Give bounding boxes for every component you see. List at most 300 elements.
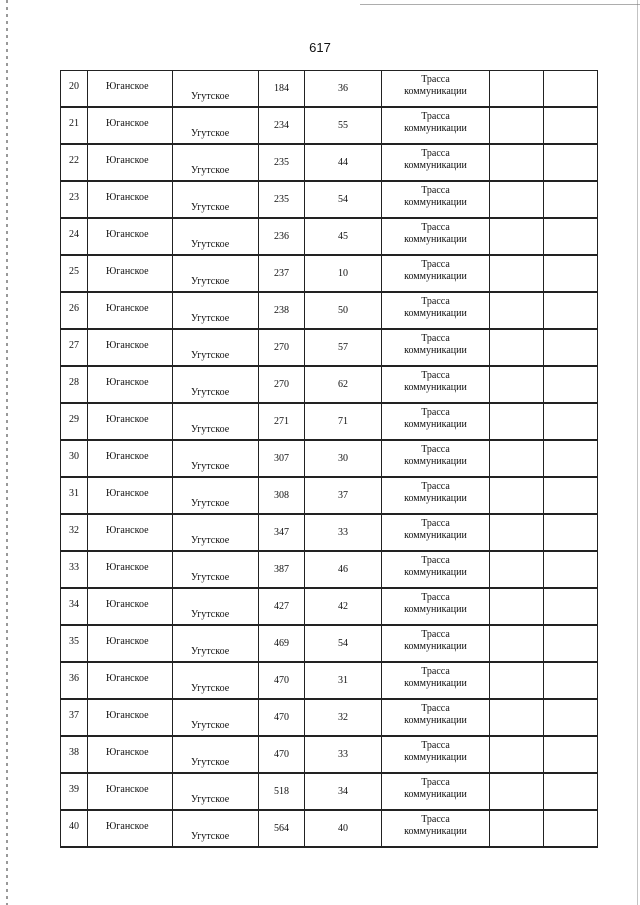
empty-cell: [544, 107, 598, 144]
district-name: Юганское: [106, 821, 149, 832]
row-number: 20: [69, 81, 79, 92]
district-name: Юганское: [106, 118, 149, 129]
row-number-cell: [61, 329, 88, 366]
settlement-name: Угутское: [191, 387, 230, 398]
allotment-cell: [305, 699, 382, 736]
allotment-cell: [305, 736, 382, 773]
purpose-cell: [382, 107, 490, 144]
settlement-cell: [173, 329, 259, 366]
empty-cell: [490, 181, 544, 218]
settlement-cell: [173, 736, 259, 773]
allotment-number: 55: [338, 120, 348, 131]
district-cell: [88, 107, 173, 144]
purpose-line-2: коммуникации: [404, 678, 467, 689]
row-number: 39: [69, 784, 79, 795]
settlement-cell: [173, 514, 259, 551]
quarter-cell: [259, 255, 305, 292]
row-number: 33: [69, 562, 79, 573]
district-cell: [88, 403, 173, 440]
settlement-cell: [173, 440, 259, 477]
row-number-cell: [61, 144, 88, 181]
quarter-number: 387: [274, 564, 289, 575]
table-row: [61, 699, 598, 736]
empty-cell: [490, 736, 544, 773]
purpose-line-1: Трасса: [421, 592, 450, 603]
allotment-number: 71: [338, 416, 348, 427]
purpose-line-1: Трасса: [421, 814, 450, 825]
settlement-cell: [173, 699, 259, 736]
purpose-line-2: коммуникации: [404, 308, 467, 319]
purpose-line-1: Трасса: [421, 370, 450, 381]
settlement-name: Угутское: [191, 165, 230, 176]
row-number: 21: [69, 118, 79, 129]
district-cell: [88, 71, 173, 108]
district-name: Юганское: [106, 377, 149, 388]
purpose-cell: [382, 699, 490, 736]
empty-cell: [544, 773, 598, 810]
empty-cell: [490, 588, 544, 625]
quarter-number: 270: [274, 342, 289, 353]
settlement-name: Угутское: [191, 831, 230, 842]
allotment-cell: [305, 144, 382, 181]
district-cell: [88, 625, 173, 662]
row-number-cell: [61, 255, 88, 292]
purpose-line-1: Трасса: [421, 703, 450, 714]
table-row: [61, 662, 598, 699]
table-row: [61, 218, 598, 255]
district-name: Юганское: [106, 747, 149, 758]
settlement-cell: [173, 71, 259, 108]
purpose-line-1: Трасса: [421, 259, 450, 270]
quarter-number: 469: [274, 638, 289, 649]
purpose-cell: [382, 144, 490, 181]
empty-cell: [544, 255, 598, 292]
district-cell: [88, 255, 173, 292]
empty-cell: [544, 440, 598, 477]
purpose-line-2: коммуникации: [404, 530, 467, 541]
table-row: [61, 71, 598, 108]
table-row: [61, 736, 598, 773]
empty-cell: [490, 107, 544, 144]
allotment-cell: [305, 329, 382, 366]
quarter-cell: [259, 440, 305, 477]
allotment-cell: [305, 366, 382, 403]
row-number-cell: [61, 588, 88, 625]
empty-cell: [544, 736, 598, 773]
district-name: Юганское: [106, 414, 149, 425]
purpose-line-2: коммуникации: [404, 789, 467, 800]
purpose-cell: [382, 403, 490, 440]
settlement-cell: [173, 403, 259, 440]
row-number-cell: [61, 625, 88, 662]
purpose-line-1: Трасса: [421, 777, 450, 788]
empty-cell: [544, 144, 598, 181]
empty-cell: [490, 551, 544, 588]
empty-cell: [490, 810, 544, 847]
purpose-line-2: коммуникации: [404, 123, 467, 134]
empty-cell: [544, 218, 598, 255]
quarter-number: 235: [274, 194, 289, 205]
quarter-number: 184: [274, 83, 289, 94]
allotment-cell: [305, 107, 382, 144]
district-cell: [88, 329, 173, 366]
quarter-cell: [259, 736, 305, 773]
row-number: 35: [69, 636, 79, 647]
district-name: Юганское: [106, 488, 149, 499]
empty-cell: [544, 588, 598, 625]
purpose-cell: [382, 292, 490, 329]
allotment-number: 40: [338, 823, 348, 834]
empty-cell: [544, 514, 598, 551]
purpose-line-1: Трасса: [421, 518, 450, 529]
row-number-cell: [61, 440, 88, 477]
empty-cell: [490, 218, 544, 255]
purpose-line-1: Трасса: [421, 111, 450, 122]
table-row: [61, 625, 598, 662]
district-cell: [88, 181, 173, 218]
quarter-cell: [259, 810, 305, 847]
allotment-cell: [305, 292, 382, 329]
empty-cell: [544, 699, 598, 736]
quarter-number: 308: [274, 490, 289, 501]
settlement-cell: [173, 551, 259, 588]
empty-cell: [490, 625, 544, 662]
purpose-line-1: Трасса: [421, 444, 450, 455]
empty-cell: [490, 255, 544, 292]
row-number: 30: [69, 451, 79, 462]
purpose-line-2: коммуникации: [404, 419, 467, 430]
allotment-number: 45: [338, 231, 348, 242]
empty-cell: [544, 329, 598, 366]
table-row: [61, 329, 598, 366]
quarter-cell: [259, 144, 305, 181]
purpose-line-2: коммуникации: [404, 160, 467, 171]
allotment-cell: [305, 810, 382, 847]
allotment-number: 44: [338, 157, 348, 168]
purpose-cell: [382, 810, 490, 847]
quarter-number: 470: [274, 675, 289, 686]
district-cell: [88, 366, 173, 403]
allotment-cell: [305, 403, 382, 440]
purpose-cell: [382, 218, 490, 255]
allotment-cell: [305, 218, 382, 255]
district-cell: [88, 477, 173, 514]
allotment-cell: [305, 662, 382, 699]
row-number: 32: [69, 525, 79, 536]
allotment-cell: [305, 440, 382, 477]
purpose-line-1: Трасса: [421, 407, 450, 418]
purpose-cell: [382, 514, 490, 551]
purpose-line-1: Трасса: [421, 740, 450, 751]
allotment-number: 32: [338, 712, 348, 723]
settlement-name: Угутское: [191, 794, 230, 805]
settlement-name: Угутское: [191, 720, 230, 731]
table-row: [61, 181, 598, 218]
row-number: 24: [69, 229, 79, 240]
allotment-number: 54: [338, 194, 348, 205]
table-row: [61, 255, 598, 292]
quarter-number: 307: [274, 453, 289, 464]
settlement-cell: [173, 810, 259, 847]
allotment-number: 50: [338, 305, 348, 316]
table-row: [61, 292, 598, 329]
allotment-number: 46: [338, 564, 348, 575]
quarter-number: 234: [274, 120, 289, 131]
empty-cell: [490, 773, 544, 810]
purpose-cell: [382, 625, 490, 662]
row-number-cell: [61, 551, 88, 588]
settlement-cell: [173, 773, 259, 810]
empty-cell: [490, 440, 544, 477]
district-name: Юганское: [106, 340, 149, 351]
row-number: 38: [69, 747, 79, 758]
settlement-cell: [173, 292, 259, 329]
quarter-number: 564: [274, 823, 289, 834]
district-name: Юганское: [106, 599, 149, 610]
quarter-cell: [259, 107, 305, 144]
settlement-cell: [173, 107, 259, 144]
table-row: [61, 107, 598, 144]
purpose-cell: [382, 736, 490, 773]
table-row: [61, 551, 598, 588]
quarter-cell: [259, 514, 305, 551]
district-name: Юганское: [106, 636, 149, 647]
settlement-name: Угутское: [191, 683, 230, 694]
purpose-cell: [382, 181, 490, 218]
allotment-number: 57: [338, 342, 348, 353]
purpose-line-1: Трасса: [421, 555, 450, 566]
district-cell: [88, 514, 173, 551]
purpose-line-1: Трасса: [421, 629, 450, 640]
purpose-line-2: коммуникации: [404, 234, 467, 245]
district-cell: [88, 662, 173, 699]
purpose-line-1: Трасса: [421, 148, 450, 159]
quarter-number: 470: [274, 749, 289, 760]
quarter-cell: [259, 403, 305, 440]
allotment-number: 31: [338, 675, 348, 686]
quarter-number: 238: [274, 305, 289, 316]
empty-cell: [490, 699, 544, 736]
district-name: Юганское: [106, 229, 149, 240]
allotment-cell: [305, 625, 382, 662]
row-number-cell: [61, 218, 88, 255]
table-row: [61, 440, 598, 477]
purpose-cell: [382, 551, 490, 588]
purpose-line-2: коммуникации: [404, 271, 467, 282]
purpose-line-1: Трасса: [421, 333, 450, 344]
row-number: 36: [69, 673, 79, 684]
quarter-cell: [259, 181, 305, 218]
quarter-cell: [259, 773, 305, 810]
quarter-cell: [259, 218, 305, 255]
land-plot-table: [60, 70, 598, 848]
district-name: Юганское: [106, 303, 149, 314]
purpose-line-2: коммуникации: [404, 752, 467, 763]
page-number: 617: [309, 40, 331, 55]
allotment-cell: [305, 773, 382, 810]
district-cell: [88, 440, 173, 477]
settlement-name: Угутское: [191, 572, 230, 583]
district-name: Юганское: [106, 81, 149, 92]
purpose-line-2: коммуникации: [404, 456, 467, 467]
settlement-cell: [173, 662, 259, 699]
district-name: Юганское: [106, 266, 149, 277]
row-number-cell: [61, 366, 88, 403]
settlement-name: Угутское: [191, 239, 230, 250]
allotment-cell: [305, 551, 382, 588]
row-number-cell: [61, 403, 88, 440]
quarter-cell: [259, 329, 305, 366]
purpose-line-2: коммуникации: [404, 826, 467, 837]
row-number-cell: [61, 107, 88, 144]
settlement-name: Угутское: [191, 91, 230, 102]
district-cell: [88, 699, 173, 736]
row-number: 34: [69, 599, 79, 610]
quarter-cell: [259, 699, 305, 736]
district-name: Юганское: [106, 155, 149, 166]
district-cell: [88, 810, 173, 847]
empty-cell: [490, 514, 544, 551]
empty-cell: [544, 551, 598, 588]
district-name: Юганское: [106, 673, 149, 684]
quarter-number: 347: [274, 527, 289, 538]
allotment-cell: [305, 71, 382, 108]
table-row: [61, 588, 598, 625]
row-number-cell: [61, 181, 88, 218]
allotment-number: 42: [338, 601, 348, 612]
empty-cell: [490, 477, 544, 514]
row-number: 31: [69, 488, 79, 499]
empty-cell: [490, 403, 544, 440]
allotment-number: 36: [338, 83, 348, 94]
allotment-number: 33: [338, 749, 348, 760]
district-name: Юганское: [106, 710, 149, 721]
row-number-cell: [61, 662, 88, 699]
district-name: Юганское: [106, 562, 149, 573]
district-name: Юганское: [106, 525, 149, 536]
row-number: 26: [69, 303, 79, 314]
settlement-name: Угутское: [191, 313, 230, 324]
quarter-cell: [259, 551, 305, 588]
empty-cell: [490, 144, 544, 181]
purpose-line-2: коммуникации: [404, 567, 467, 578]
table-row: [61, 144, 598, 181]
row-number-cell: [61, 810, 88, 847]
allotment-number: 30: [338, 453, 348, 464]
quarter-number: 518: [274, 786, 289, 797]
settlement-name: Угутское: [191, 498, 230, 509]
empty-cell: [544, 366, 598, 403]
purpose-line-2: коммуникации: [404, 86, 467, 97]
row-number: 28: [69, 377, 79, 388]
district-name: Юганское: [106, 451, 149, 462]
table-row: [61, 403, 598, 440]
purpose-cell: [382, 588, 490, 625]
settlement-name: Угутское: [191, 646, 230, 657]
empty-cell: [544, 181, 598, 218]
row-number-cell: [61, 477, 88, 514]
empty-cell: [490, 71, 544, 108]
purpose-line-2: коммуникации: [404, 641, 467, 652]
quarter-cell: [259, 71, 305, 108]
empty-cell: [544, 71, 598, 108]
quarter-number: 236: [274, 231, 289, 242]
allotment-cell: [305, 477, 382, 514]
allotment-cell: [305, 588, 382, 625]
quarter-cell: [259, 588, 305, 625]
purpose-line-1: Трасса: [421, 296, 450, 307]
district-cell: [88, 144, 173, 181]
table-row: [61, 477, 598, 514]
settlement-cell: [173, 625, 259, 662]
allotment-number: 34: [338, 786, 348, 797]
district-cell: [88, 773, 173, 810]
settlement-name: Угутское: [191, 757, 230, 768]
empty-cell: [490, 329, 544, 366]
row-number: 29: [69, 414, 79, 425]
settlement-cell: [173, 255, 259, 292]
table-row: [61, 810, 598, 847]
empty-cell: [544, 810, 598, 847]
purpose-line-1: Трасса: [421, 222, 450, 233]
settlement-name: Угутское: [191, 609, 230, 620]
row-number-cell: [61, 514, 88, 551]
allotment-cell: [305, 181, 382, 218]
quarter-number: 271: [274, 416, 289, 427]
allotment-number: 37: [338, 490, 348, 501]
purpose-line-1: Трасса: [421, 481, 450, 492]
allotment-number: 10: [338, 268, 348, 279]
empty-cell: [544, 662, 598, 699]
settlement-cell: [173, 366, 259, 403]
settlement-name: Угутское: [191, 424, 230, 435]
empty-cell: [544, 625, 598, 662]
purpose-cell: [382, 366, 490, 403]
settlement-cell: [173, 144, 259, 181]
purpose-cell: [382, 329, 490, 366]
empty-cell: [544, 292, 598, 329]
quarter-number: 470: [274, 712, 289, 723]
row-number-cell: [61, 699, 88, 736]
district-cell: [88, 218, 173, 255]
settlement-cell: [173, 588, 259, 625]
row-number: 25: [69, 266, 79, 277]
district-cell: [88, 292, 173, 329]
quarter-cell: [259, 477, 305, 514]
purpose-line-2: коммуникации: [404, 345, 467, 356]
district-name: Юганское: [106, 192, 149, 203]
quarter-cell: [259, 662, 305, 699]
scan-edge-left: [6, 0, 8, 905]
allotment-number: 62: [338, 379, 348, 390]
quarter-number: 235: [274, 157, 289, 168]
row-number-cell: [61, 292, 88, 329]
purpose-line-1: Трасса: [421, 666, 450, 677]
allotment-cell: [305, 514, 382, 551]
allotment-number: 54: [338, 638, 348, 649]
settlement-cell: [173, 477, 259, 514]
row-number: 27: [69, 340, 79, 351]
purpose-line-2: коммуникации: [404, 197, 467, 208]
quarter-number: 427: [274, 601, 289, 612]
row-number-cell: [61, 71, 88, 108]
row-number: 40: [69, 821, 79, 832]
row-number-cell: [61, 736, 88, 773]
settlement-cell: [173, 218, 259, 255]
purpose-cell: [382, 255, 490, 292]
district-cell: [88, 551, 173, 588]
empty-cell: [490, 366, 544, 403]
